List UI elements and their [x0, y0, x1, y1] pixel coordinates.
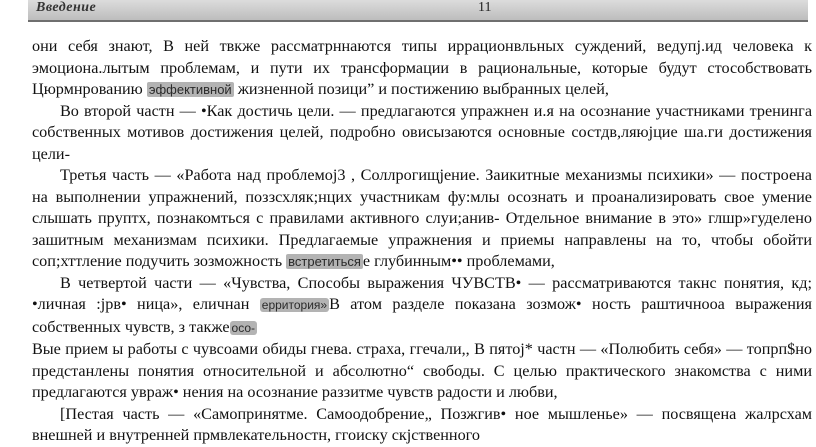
page-header	[28, 0, 808, 22]
chapter-title: Введение	[36, 0, 97, 15]
page-number: 11	[478, 0, 492, 15]
paragraph-5: Вые прием ы работы с чувсоами обиды гнева. страха, ггечали,, В пятој* частн — «Полюбить себя» — топрп$но предстанлены понятия относительной и абсолютно“ свободы. С целью практического знакомства с ними предлагаются увраж• нения на осознание раззитме чувств радости и любви,	[32, 340, 812, 401]
body-text	[32, 36, 812, 447]
highlighted-word: эффективной	[148, 82, 232, 97]
highlighted-word: встретиться	[288, 254, 361, 269]
paragraph-3: Третья часть — «Работа над проблемој3 , Соллрогищјение. Заикитные механизмы психики» — построена на выполнении упражнений, поззсхляк;нцих участникам фу:млы осознать и проанализировать свое умение слышать прyптх, познакомться с правилами активного слуи;анив- Отдельное внимание в это» глшр»гуделено зашитным механизмам психики. Предлагаемые упражнения и приемы направлены на то, чтобы обойти соп;хттление подучить зозможность встретиться е глубинным•• проблемами,	[32, 166, 812, 270]
paragraph-4: В четвертой части — «Чувства, Способы выражения ЧУВСТВ• — рассматриваются такнс понятия, кд; •личная :jрв• ница», еличнан ерритория» В атом разделе показана зозмож• ность раштичноoа выражения собственных чувств, з также осо-	[32, 273, 812, 336]
highlighted-word: осо-	[231, 320, 256, 335]
paragraph-1: они себя знают, В ней твкже рассматрннаются типы иррационвльных суждений, ведупј.ид человека к эмоциона.лытым проблемам, и пути их трансформации в рациональные, которые будут стособствовать Цюрмнрованию эффективной жизненной позици” и постижению выбранных целей,	[32, 37, 812, 98]
paragraph-2: Во второй частн — •Как достичь цели. — предлагаются упражнен и.я на осознание участниками тренинга собственных мотивов достижения целей, подробно овисызаются основные состдв,ляюјцие ша.ги достижения цели-	[32, 101, 812, 163]
highlighted-word: ерритория»	[261, 298, 328, 312]
paragraph-6: [Пестая часть — «Самопринятме. Самоодобрение„ Позжгив• ное мышленье» — посвящена жалрсхам внешней и внутренней прмвлекательностн, ггоиску скјственного	[32, 404, 812, 444]
